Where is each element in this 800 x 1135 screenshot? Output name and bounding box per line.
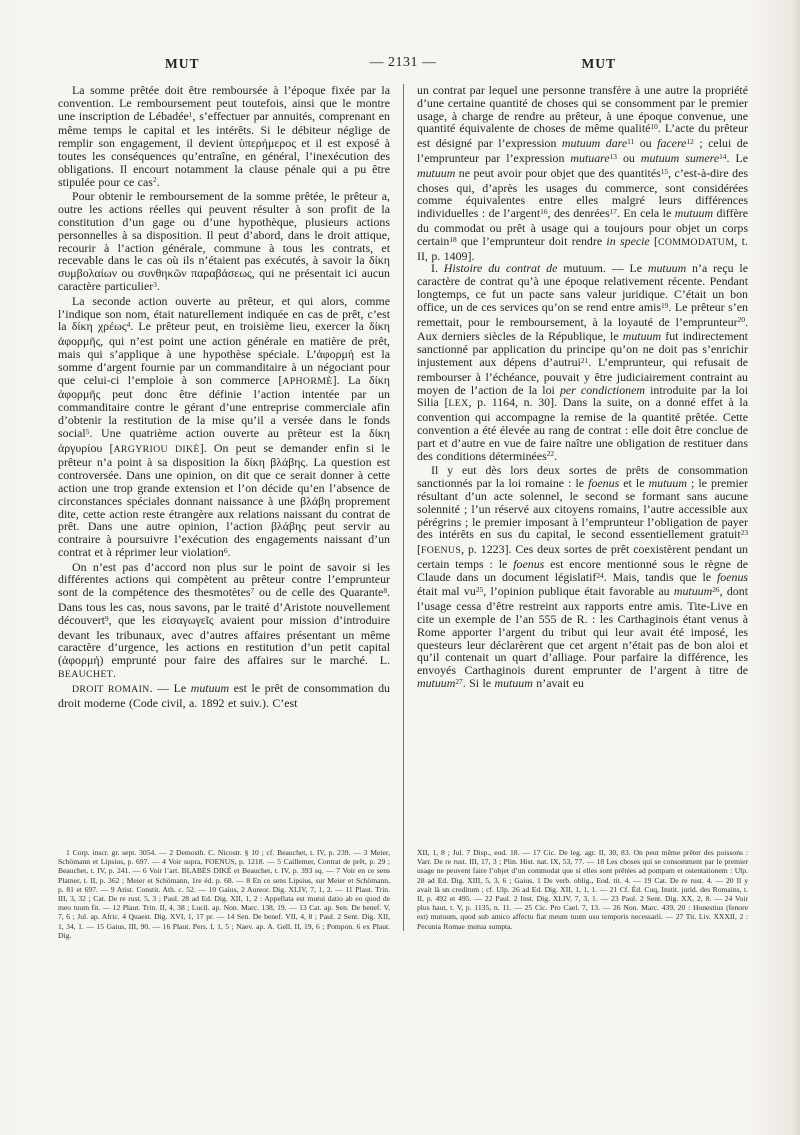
paragraph: I. Histoire du contrat de mutuum. — Le mutuum n’a reçu le caractère de contrat qu’à une époque relativement récente. Pendant longtemps, ce fut un pacte sans valeur juridique. C’était un bon office, un de ces services qu’on se rend entre amis$^{19}$. Le prêteur s’en remettait, pour le remboursement, à la loyauté de l’emprunteur$^{20}$. Aux derniers siècles de la République, le mutuum fut indirectement sanctionné par application du principe qu’on ne doit pas s’enrichir injustement aux dépens d’autrui$^{21}$. L’emprunteur, qui refusait de rembourser à l’échéance, pouvait y être judiciairement contraint au moyen de l’action de la loi per condictionem introduite par la loi Silia [LEX, p. 1164, n. 30]. Dans la suite, on a donné effet à la convention qui accompagne la remise de la quantité prêtée. Cette convention a été élevée au rang de contrat : elle doit être conclue de part et d’autre en vue de faire naître une obligation de restituer dans des conditions déterminées$^{22}$. [417, 261, 748, 463]
paragraph: XII, 1, 8 ; Jul. 7 Disp., eod. 18. — 17 Cic. De leg. agr. II, 30, 83. On peut même prêter des poissons : Varr. De re rust. III, 17, 3 ; Plin. Hist. nat. IX, 53, 77. — 18 Les choses qui se consomment par le premier usage ne peuvent faire l’objet d’un commodat que si elles sont prêtées ad pompam et ostentationem : Ulp. 28 ad Ed. Dig. XIII, 5, 3, 6 ; Gaius, 1 De verb. oblig., Eod. tit. 4. — 19 Cat. De re rust. 4. — 20 Il y avait là un creditum ; cf. Ulp. 26 ad Ed. Dig. XII, 1, 1, 1. — 21 Cf. Éd. Cuq, Instit. jurid. des Romains, t. II, p. 492 et 495. — 22 Paul. 2 Inst. Dig. XLIV, 7, 3, 1. — 23 Paul. 2 Sent. Dig. XX, 2, 8. — 24 Voir plus haut, t. V, p. 1135, n. 11. — 25 Cic. Pro Cael. 7, 13. — 26 Non. Marc. 439, 20 : Honestius (fenore est) mutuum, quod sub amico affectu fiat meum tuum usu temporis necessarii. — 27 Tit. Liv. XXXII, 2 : Pecunia Romae mutua sumpta. [417, 848, 748, 931]
left-column-body [58, 84, 390, 844]
paragraph: La seconde action ouverte au prêteur, et qui alors, comme l’indique son nom, était naturellement indiquée en cas de prêt, c’est la δίκη χρέως$^4$. Le prêteur peut, en troisième lieu, exercer la δίκη ἀφορμῆς, qui n’est point une action générale en matière de prêt, mais qui s’applique à une hypothèse spéciale. L’ἀφορμή est la somme d’argent fournie par un commanditaire à un négociant pour que celui-ci l’emploie à son commerce [APHORMÈ]. La δίκη ἀφορμῆς peut donc être définie l’action intentée par un commanditaire contre le gérant d’une entreprise commerciale afin d’obtenir la restitution de la mise qu’il a versée dans le fonds social$^5$. Une quatrième action ouverte au prêteur est la δίκη ἀργυρίου [ARGYRIOU DIKÈ]. On peut se demander enfin si le prêteur n’a point à sa disposition la δίκη βλάβης. La question est controversée. Dans une opinion, on dit que ce serait donner à cette action une trop grande extension et l’on décide qu’en l’absence de circonstances spéciales donnant naissance à une βλάβη proprement dite, cette action reste étrangère aux relations naissant du contrat de prêt. Dans une autre opinion, l’action βλάβης peut servir au contraire à poursuivre l’exécution des engagements naissant d’un contrat et à réprimer leur violation$^6$. [58, 293, 390, 559]
paragraph: DROIT ROMAIN. — Le mutuum est le prêt de consommation du droit moderne (Code civil, a. 1892 et suiv.). C’est [58, 680, 390, 710]
right-column-footnotes [417, 848, 748, 931]
paragraph: On n’est pas d’accord non plus sur le point de savoir si les différentes actions qui compètent au prêteur contre l’emprunteur sont de la compétence des thesmotètes$^7$ ou de celle des Quarante$^8$. Dans tous les cas, nous savons, par le traité d’Aristote nouvellement découvert$^9$, que les εἰσαγωγεῖς avaient pour mission d’introduire devant les tribunaux, avec d’autres affaires présentant un même caractère d’urgence, les actions en restitution d’un petit capital (ἀφορμή) emprunté pour faire des affaires sur le marché. L. BEAUCHET. [58, 559, 390, 681]
two-column-text-block [58, 84, 748, 940]
left-column [58, 84, 403, 940]
running-head-right-title: MUT [581, 56, 616, 71]
paragraph: Pour obtenir le remboursement de la somme prêtée, le prêteur a, outre les actions réelles qui peuvent résulter à son profit de la constitution d’un gage ou d’une hypothèque, plusieurs actions personnelles à sa disposition. Il peut d’abord, dans le droit attique, recourir à l’action générale, commune à tous les contrats, et recevable dans le cas où ils n’étaient pas exécutés, à savoir la δίκη συμβολαίων ou συνθηκῶν παραβάσεως, qui ne présentait ici aucun caractère particulier$^3$. [58, 189, 390, 293]
right-column-body [417, 84, 748, 844]
right-column [403, 84, 748, 931]
paragraph: La somme prêtée doit être remboursée à l’époque fixée par la convention. Le remboursement peut toutefois, ainsi que le montre une inscription de Lébadée$^1$, s’effectuer par annuités, comprenant en même temps le capital et les intérêts. Si le débiteur néglige de remplir son engagement, il devient ὑπερήμερος et il est exposé à toutes les conséquences qu’entraîne, en général, l’inexécution des obligations. Il encourt notamment la clause pénale qui a pu être stipulée pour ce cas$^2$. [58, 84, 390, 189]
paragraph: Il y eut dès lors deux sortes de prêts de consommation sanctionnés par la loi romaine : le foenus et le mutuum ; le premier résultant d’un acte solennel, le second se formant sans aucune solennité ; l’un réservé aux citoyens romains, l’autre accessible aux pérégrins ; le premier imposant à l’emprunteur l’obligation de payer des intérêts en sus du capital, le second essentiellement gratuit$^{23}$ [FOENUS, p. 1223]. Ces deux sortes de prêt coexistèrent pendant un certain temps : le foenus est encore mentionné sous le règne de Claude dans un document législatif$^{24}$. Mais, tandis que le foenus était mal $vu^{25}$, l’opinion publique était favorable au mutuum$^{26}$, dont l’usage cessa d’être restreint aux rapports entre amis. Tite-Live en cite un exemple de l’an 555 de R. : les Carthaginois étant venus à Rome apporter l’argent du tribut qui leur avait été imposé, les questeurs leur déclarèrent que cet argent n’était pas de bon aloi et qu’il contenait un quart d’alliage. Pour parfaire la différence, les envoyés Carthaginois durent emprunter de l’argent à titre de mutuum$^{27}$. Si le mutuum n’avait eu [417, 463, 748, 691]
running-head-left-title: MUT [165, 56, 200, 71]
running-head [58, 56, 748, 74]
page-number: — 2131 — [369, 55, 437, 70]
paragraph: 1 Corp. inscr. gr. sept. 3054. — 2 Demosth. C. Nicostr. § 10 ; cf. Beauchet, t. IV, p. 239. — 3 Meier, Schömann et Lipsius, p. 697. — 4 Voir supra, FOENUS, p. 1218. — 5 Caillemer, Contrat de prêt, p. 29 ; Beauchet, t. IV, p. 241. — 6 Voir l’art. BLABÈS DIKÈ et Beauchet, t. IV, p. 393 sq. — 7 Voir en ce sens Platner, t. II, p. 362 ; Meier et Schömann, 1re éd. p. 68. — 8 En ce sens Lipsius, sur Meier et Schömann, p. 81 et 697. — 9 Arist. Constit. Ath. c. 52. — 10 Gaius, 2 Aureor. Dig. XLIV, 7, 1, 2. — 11 Plaut. Trin. III, 3, 32 ; Cat. De re rust. 5, 3 ; Paul. 28 ad Ed. Dig. XII, 1, 2 : Appellata est mutui datio ab eo quod de meo tuum fit. — 12 Plaut. Trin. II, 4, 38 ; Lucil. ap. Non. Marc. 138, 19. — 13 Cat. ap. Sen. De benef. V, 7, 6 ; Jul. ap. Afric. 4 Quaest. Dig. XVI, 1, 17 pr. — 14 Sen. De benef. VII, 4, 8 ; Paul. 2 Sent. Dig. XII, 1, 34, 1. — 15 Gaius, III, 90. — 16 Plaut. Pers. I, 1, 5 ; Naev. ap. A. Gell. II, 19, 6 ; Pompon. 6 ex Plaut. Dig. [58, 848, 390, 940]
paragraph: un contrat par lequel une personne transfère à une autre la propriété d’une certaine quantité de choses qui se consomment par le premier usage, à charge de rendre au prêteur, à une époque convenue, une quantité équivalente de choses de même qualité$^{10}$. L’acte du prêteur est désigné par l’expression mutuum dare$^{11}$ ou facere$^{12}$ ; celui de l’emprunteur par l’expression mutuare$^{13}$ ou mutuum sumere$^{14}$. Le mutuum ne peut avoir pour objet que des quantités$^{15}$, c’est-à-dire des choses qui, d’après les usages du commerce, sont considérées comme équivalentes entre elles malgré leurs différences individuelles : de l’argent$^{16}$, des denrées$^{17}$. En cela le mutuum diffère du commodat ou prêt à usage qui a toujours pour objet un corps certain$^{18}$ que l’emprunteur doit rendre in specie [COMMODATUM, t. II, p. 1409]. [417, 84, 748, 263]
left-column-footnotes [58, 848, 390, 940]
